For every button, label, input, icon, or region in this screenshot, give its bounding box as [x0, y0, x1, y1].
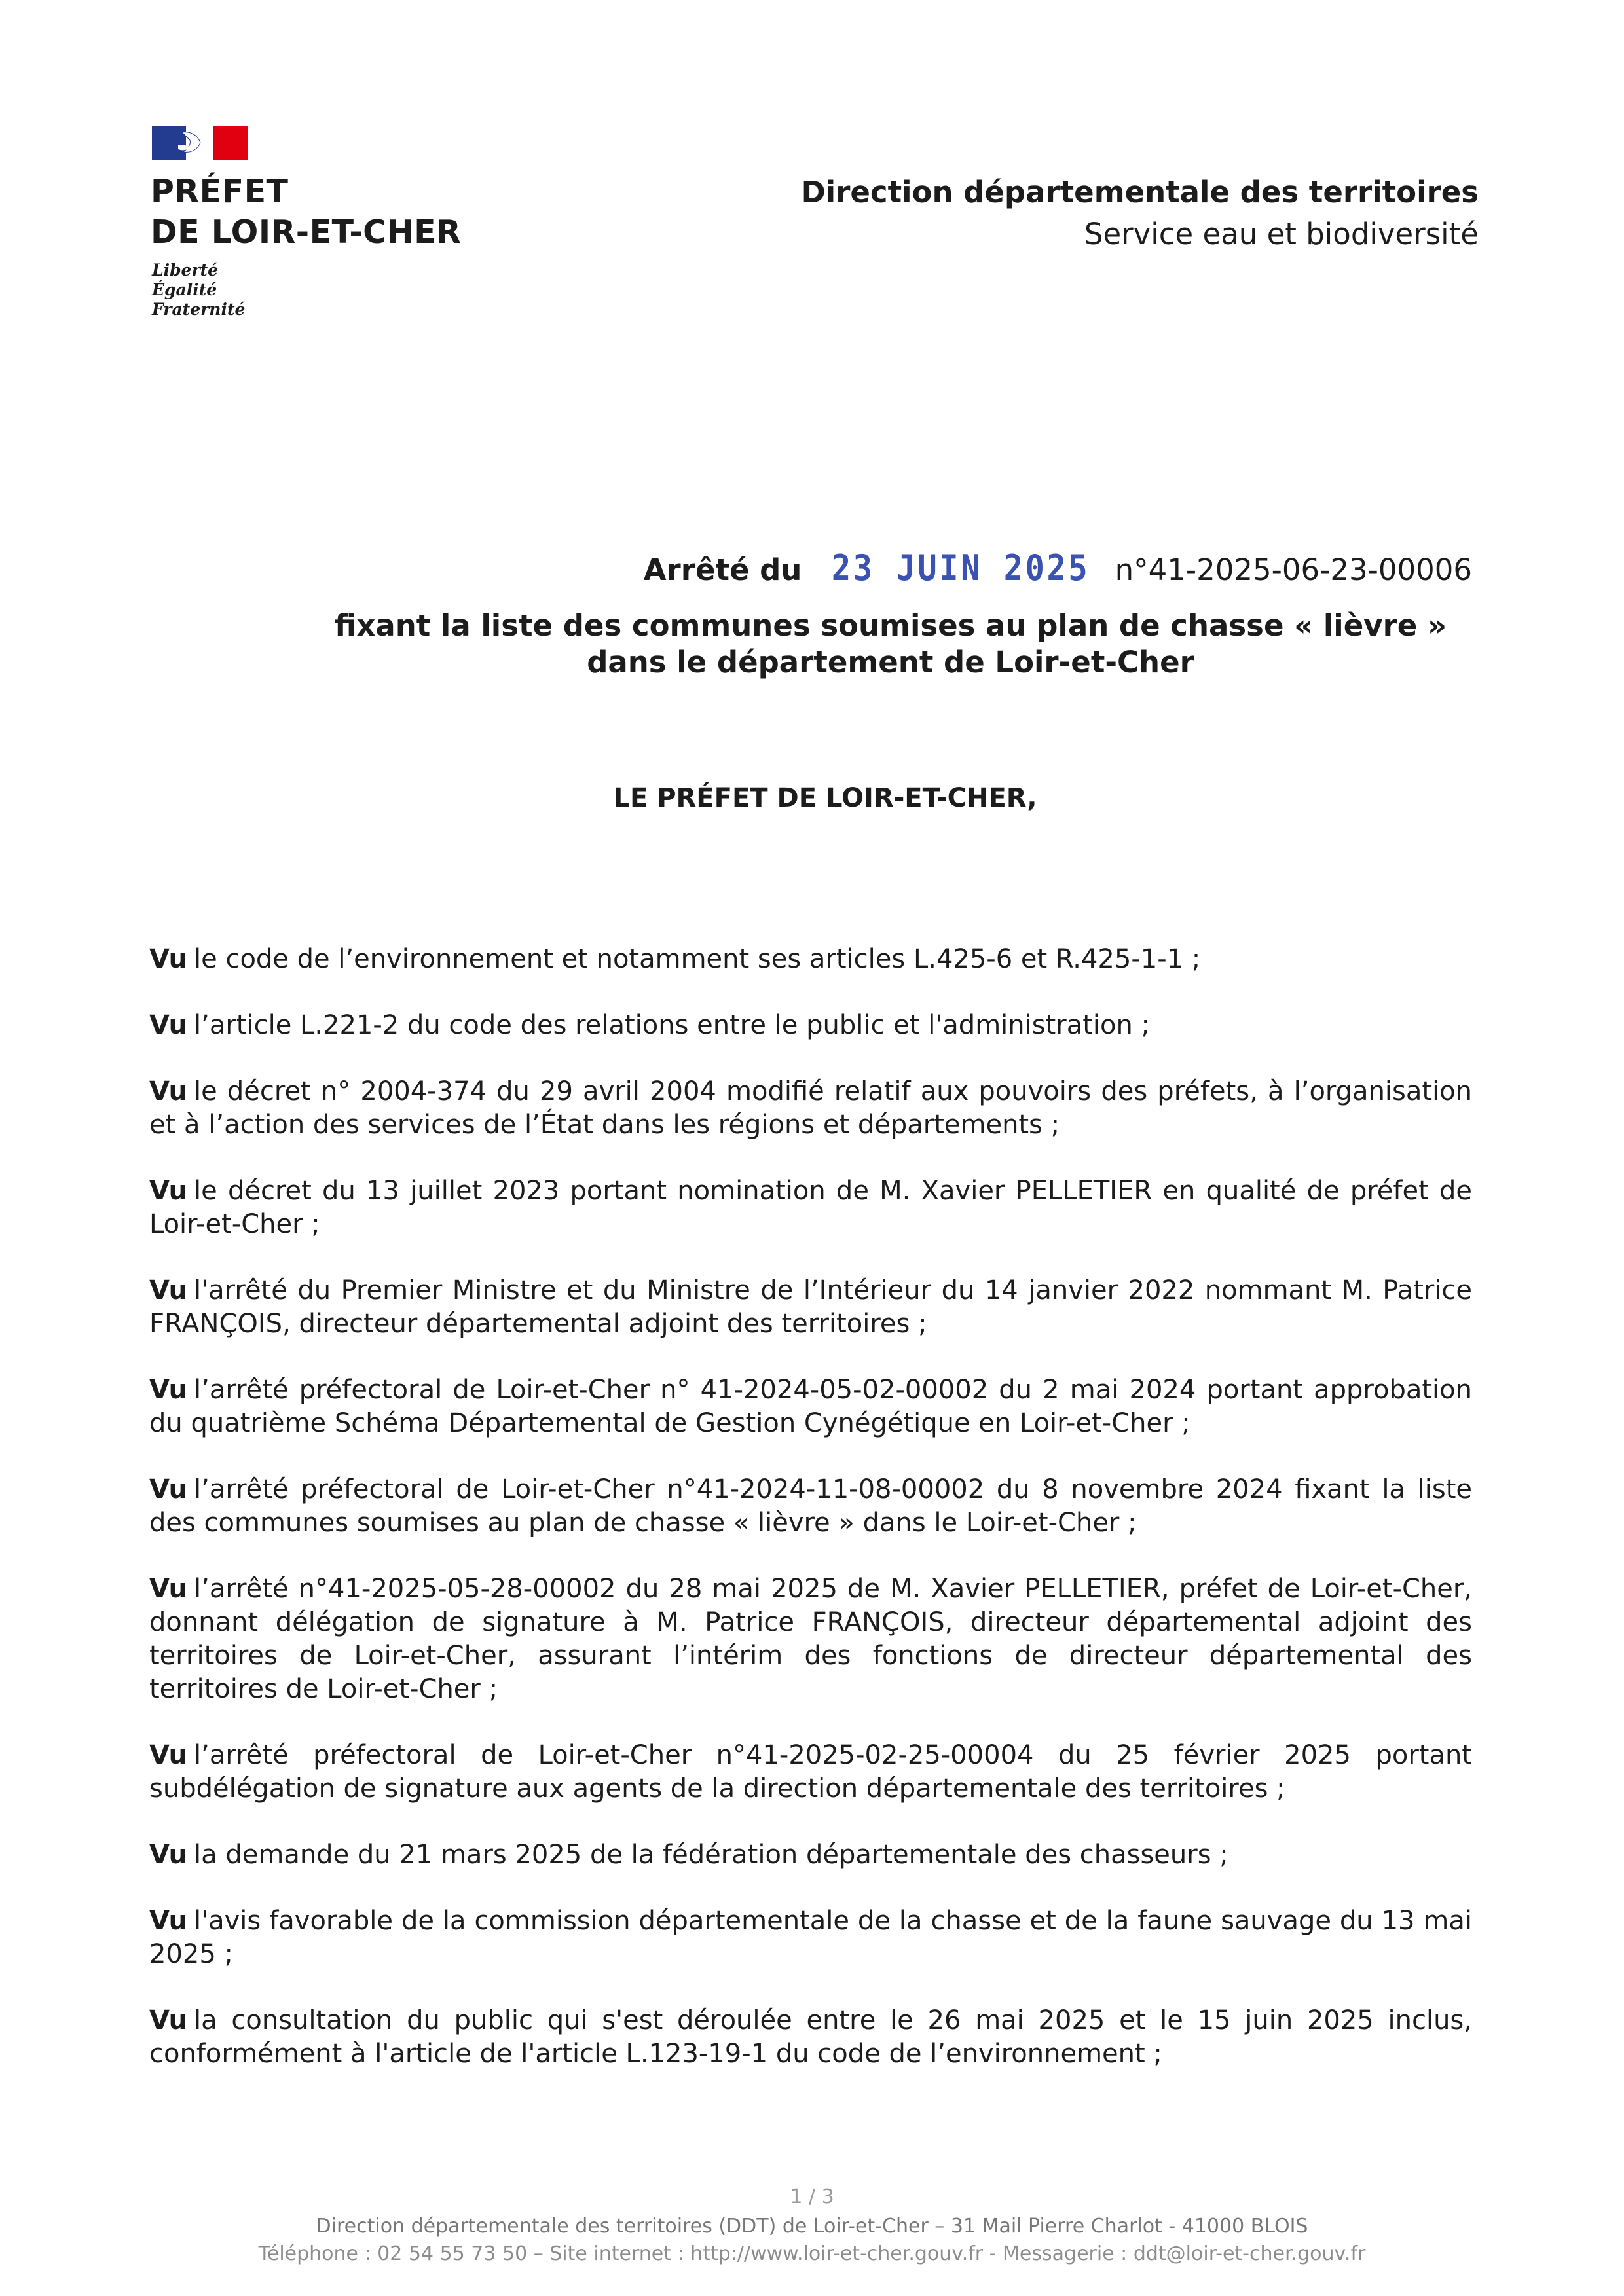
motto-egalite: Égalité: [152, 280, 217, 299]
vu-text: l’arrêté préfectoral de Loir-et-Cher n°41-2025-02-25-00004 du 25 février 2025 portant subdélégation de signature aux agents de la direction départementale des territoires ;: [149, 1740, 1472, 1804]
vu-text: la consultation du public qui s'est déroulée entre le 26 mai 2025 et le 15 juin 2025 inclus, conformément à l'article de l'article L.123-19-1 du code de l’environnement ;: [149, 2005, 1472, 2069]
vu-keyword: Vu: [149, 1574, 188, 1604]
subject-line-1: fixant la liste des communes soumises au plan de chasse « lièvre »: [334, 608, 1447, 643]
motto-liberte: Liberté: [152, 261, 219, 280]
vu-keyword: Vu: [149, 1176, 188, 1206]
prefet-line-1: PRÉFET: [151, 173, 289, 210]
vu-text: le décret n° 2004-374 du 29 avril 2004 modifié relatif aux pouvoirs des préfets, à l’organisation et à l’action des services de l’État dans les régions et départements ;: [149, 1076, 1472, 1140]
republic-flag-logo: [152, 126, 248, 160]
vu-keyword: Vu: [149, 944, 188, 974]
vu-clause: [149, 1573, 1472, 1706]
vu-keyword: Vu: [149, 1740, 188, 1770]
issuing-service: [801, 172, 1479, 255]
vu-keyword: Vu: [149, 1474, 188, 1504]
vu-text: l'arrêté du Premier Ministre et du Ministre de l’Intérieur du 14 janvier 2022 nommant M. Patrice FRANÇOIS, directeur départemental adjoint des territoires ;: [149, 1275, 1472, 1339]
vu-keyword: Vu: [149, 1906, 188, 1936]
vu-text: l’article L.221-2 du code des relations entre le public et l'administration ;: [194, 1010, 1151, 1040]
vu-clause: [149, 1009, 1472, 1042]
vu-text: le décret du 13 juillet 2023 portant nomination de M. Xavier PELLETIER en qualité de préfet de Loir-et-Cher ;: [149, 1176, 1472, 1239]
vu-text: l’arrêté préfectoral de Loir-et-Cher n° 41-2024-05-02-00002 du 2 mai 2024 portant approbation du quatrième Schéma Départemental de Gestion Cynégétique en Loir-et-Cher ;: [149, 1375, 1472, 1438]
motto-fraternite: Fraternité: [152, 300, 246, 319]
vu-keyword: Vu: [149, 2005, 188, 2035]
vu-clause: [149, 1739, 1472, 1806]
vu-clause: [149, 2004, 1472, 2071]
vu-keyword: Vu: [149, 1840, 188, 1870]
date-stamp: 23 JUIN 2025: [832, 547, 1090, 589]
arrete-subject: [0, 608, 1624, 681]
vu-clause: [149, 1838, 1472, 1872]
vu-clauses: [149, 943, 1472, 2104]
arrete-number: n°41-2025-06-23-00006: [1115, 553, 1472, 587]
arrete-label: Arrêté du: [643, 553, 802, 587]
page-number: 1 / 3: [790, 2185, 834, 2208]
prefet-line-2: DE LOIR-ET-CHER: [151, 213, 462, 251]
vu-text: l’arrêté préfectoral de Loir-et-Cher n°41-2024-11-08-00002 du 8 novembre 2024 fixant la liste des communes soumises au plan de chasse « lièvre » dans le Loir-et-Cher ;: [149, 1474, 1472, 1538]
prefet-heading: LE PRÉFET DE LOIR-ET-CHER,: [613, 783, 1037, 813]
republic-motto: [152, 261, 245, 319]
vu-clause: [149, 1904, 1472, 1971]
vu-text: l’arrêté n°41-2025-05-28-00002 du 28 mai 2025 de M. Xavier PELLETIER, préfet de Loir-et-Cher, donnant délégation de signature à M. Patrice FRANÇOIS, directeur départemental adjoint des territoires de Loir-et-Cher, assurant l’intérim des fonctions de directeur départemental des territoires de Loir-et-Cher ;: [149, 1574, 1472, 1704]
vu-keyword: Vu: [149, 1010, 188, 1040]
vu-keyword: Vu: [149, 1076, 188, 1106]
footer-contact-line: Téléphone : 02 54 55 73 50 – Site internet : http://www.loir-et-cher.gouv.fr - Messagerie : ddt@loir-et-cher.gouv.fr: [258, 2242, 1366, 2265]
direction-title: Direction départementale des territoires: [801, 175, 1479, 210]
vu-clause: [149, 1374, 1472, 1440]
vu-text: le code de l’environnement et notamment ses articles L.425-6 et R.425-1-1 ;: [194, 944, 1201, 974]
vu-keyword: Vu: [149, 1375, 188, 1405]
direction-service: Service eau et biodiversité: [1084, 217, 1479, 251]
vu-clause: [149, 1473, 1472, 1540]
vu-keyword: Vu: [149, 1275, 188, 1305]
marianne-logo-icon: [152, 126, 248, 160]
vu-clause: [149, 1075, 1472, 1142]
vu-text: l'avis favorable de la commission départementale de la chasse et de la faune sauvage du 13 mai 2025 ;: [149, 1906, 1472, 1969]
vu-clause: [149, 1274, 1472, 1341]
footer-contact: [0, 2213, 1624, 2268]
vu-clause: [149, 1175, 1472, 1241]
prefecture-name: [151, 172, 461, 253]
subject-line-2: dans le département de Loir-et-Cher: [587, 645, 1194, 680]
arrete-reference: [644, 547, 1472, 591]
vu-clause: [149, 943, 1472, 976]
footer-address: Direction départementale des territoires (DDT) de Loir-et-Cher – 31 Mail Pierre Charlot - 41000 BLOIS: [316, 2215, 1308, 2238]
vu-text: la demande du 21 mars 2025 de la fédération départementale des chasseurs ;: [194, 1840, 1228, 1870]
